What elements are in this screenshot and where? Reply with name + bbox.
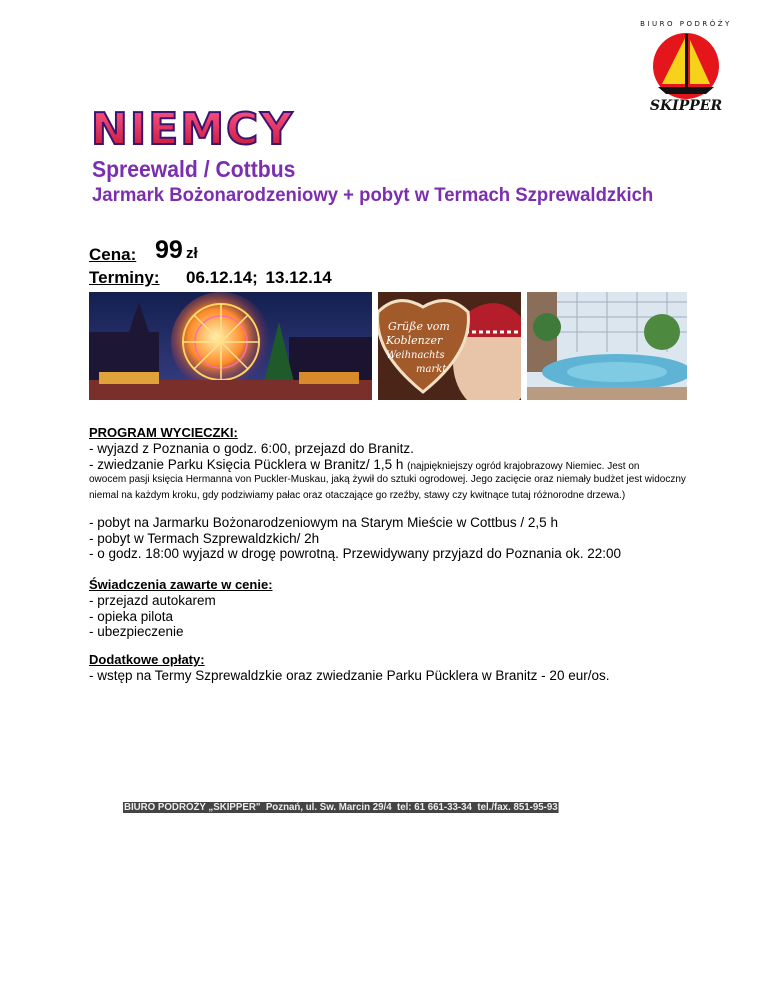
dates-value: 06.12.14; 13.12.14 — [186, 268, 332, 287]
included-heading: Świadczenia zawarte w cenie: — [89, 577, 273, 592]
country-title-text: NIEMCY — [91, 104, 295, 150]
trip-subtitle: Jarmark Bożonarodzeniowy + pobyt w Termach Szprewaldzkich — [92, 184, 654, 206]
heart-text-line-4: markt — [416, 364, 447, 375]
program-item-2-note-a: (najpiękniejszy ogród krajobrazowy Niemiec. Jest on — [407, 461, 640, 472]
thermal-spa-photo — [527, 292, 687, 400]
company-logo — [636, 20, 736, 112]
extra-fee-item: - wstęp na Termy Szprewaldzkie oraz zwiedzanie Parku Pücklera w Branitz - 20 eur/os. — [89, 668, 610, 683]
program-item-2 — [89, 457, 639, 472]
sailboat-logo-icon — [636, 30, 736, 102]
gingerbread-heart-photo — [378, 292, 521, 400]
price-label: Cena: — [89, 245, 137, 264]
country-title — [89, 100, 339, 155]
footer-contact: BIURO PODRÓŻY „SKIPPER" Poznań, ul. Św. Marcin 29/4 tel: 61 661-33-34 tel./fax. 851-95-93 — [123, 802, 558, 813]
included-item: - opieka pilota — [89, 609, 174, 624]
logo-name: SKIPPER — [649, 98, 723, 114]
price-unit: zł — [186, 245, 198, 262]
included-item: - przejazd autokarem — [89, 593, 216, 608]
program-item-1: - wyjazd z Poznania o godz. 6:00, przejazd do Branitz. — [89, 441, 414, 456]
heart-text-line-1: Grüße vom — [388, 320, 450, 333]
program-item-5: - o godz. 18:00 wyjazd w drogę powrotną. Przewidywany przyjazd do Poznania ok. 22:00 — [89, 546, 622, 561]
program-item-2-note: owocem pasji księcia Hermanna von Puckler-Muskau, jaką żywił do sztuki ogrodowej. Jego zacięcie oraz niemały budżet jest widoczny niemal na każdym kroku, gdy podziwiamy pałac oraz otaczające go rzeźby, stawy czy kwitnące tutaj różnorodne drzewa.) — [89, 474, 686, 501]
heart-text-line-3: Weihnachts — [386, 350, 445, 361]
program-item-2-main: - zwiedzanie Parku Księcia Pücklera w Branitz/ 1,5 h — [89, 457, 404, 472]
price-value: 99 — [155, 236, 183, 264]
heart-text-line-2: Koblenzer — [386, 334, 443, 347]
dates-label: Terminy: — [89, 268, 160, 287]
extra-fees-heading: Dodatkowe opłaty: — [89, 652, 205, 667]
included-item: - ubezpieczenie — [89, 624, 184, 639]
program-item-4: - pobyt w Termach Szprewaldzkich/ 2h — [89, 531, 320, 546]
logo-brand-text: BIURO PODRÓŻY — [640, 20, 732, 28]
region-title: Spreewald / Cottbus — [92, 156, 296, 182]
program-item-3: - pobyt na Jarmarku Bożonarodzeniowym na Starym Mieście w Cottbus / 2,5 h — [89, 515, 558, 530]
program-heading: PROGRAM WYCIECZKI: — [89, 425, 238, 440]
christmas-market-photo — [89, 292, 372, 400]
